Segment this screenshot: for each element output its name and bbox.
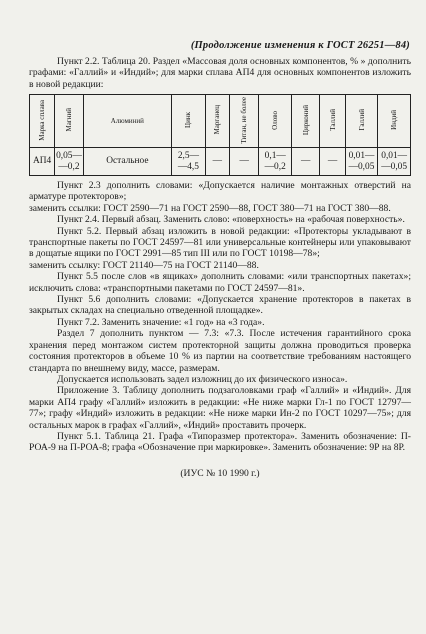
header-cell-thallium: Таллий: [320, 95, 345, 148]
table-header-row: [30, 95, 411, 148]
header-cell-aluminium: Алюминий: [83, 95, 171, 148]
paragraph-5-2: Пункт 5.2. Первый абзац изложить в новой редакции: «Протекторы укладывают в транспортные пакеты по ГОСТ 24597—81 или универсальные контейнеры или упаковывают в дощатые ящики по ГОСТ 2991—85 тип III или по ГОСТ 10198—78»;: [29, 225, 411, 260]
paragraph-gost-21140: заменить ссылку: ГОСТ 21140—75 на ГОСТ 21140—88.: [29, 259, 259, 271]
alloy-composition-table: [29, 94, 411, 176]
paragraph-2-3: Пункт 2.3 дополнить словами: «Допускается наличие монтажных отверстий на арматуре протекторов»;: [29, 180, 411, 203]
table-cell: 0,1— —0,2: [259, 148, 292, 176]
header-cell-titanium: Титан, не более: [229, 95, 258, 148]
paragraph-appendix-3: Приложение 3. Таблицу дополнить подзаголовками граф «Галлий» и «Индий». Для марки АП4 графу «Галлий» изложить в редакции: «Не ниже марки Гл-1 по ГОСТ 12797—77»; графу «Индий» изложить в редакции: «Не ниже марки Ин-2 по ГОСТ 10297—75»; для остальных марок в графах «Галлий», «Индий» проставить прочерк.: [29, 385, 411, 431]
table-cell: —: [320, 148, 345, 176]
ius-reference: (ИУС № 10 1990 г.): [180, 467, 260, 479]
table-cell: —: [229, 148, 258, 176]
paragraph-5-1: Пункт 5.1. Таблица 21. Графа «Типоразмер протектора». Заменить обозначение: П-РОА-9 на П-РОА-8; графа «Обозначение при маркировке». Заменить обозначение: 9Р на 8Р.: [29, 430, 411, 454]
paragraph-7-3: Раздел 7 дополнить пунктом — 7.3: «7.3. После истечения гарантийного срока хранения перед монтажом систем протекторной защиты должна проводиться проверка состояния протекторов в объеме 10 % из партии на соответствие требованиям настоящего стандарта по внешнему виду, массе, размерам.: [29, 328, 411, 374]
table-cell: 2,5— —4,5: [172, 148, 206, 176]
paragraph-7-3-continued: Допускается использовать задел изложниц до их физического износа».: [57, 373, 348, 385]
paragraph-7-2: Пункт 7.2. Заменить значение: «1 год» на «3 года».: [57, 316, 265, 328]
paragraph-2-2: Пункт 2.2. Таблица 20. Раздел «Массовая доля основных компонентов, % » дополнить графами: «Галлий» и «Индий»; для марки сплава АП4 для основных компонентов изложить в новой редакции:: [29, 56, 411, 90]
header-cell-tin: Олово: [259, 95, 292, 148]
table-cell: Остальное: [83, 148, 171, 176]
continuation-header: (Продолжение изменения к ГОСТ 26251—84): [190, 40, 410, 51]
table-cell: 0,01— —0,05: [378, 148, 411, 176]
table-row: [30, 148, 411, 176]
table-cell: АП4: [30, 148, 55, 176]
header-cell-zinc: Цинк: [172, 95, 206, 148]
table-cell: —: [205, 148, 229, 176]
paragraph-5-5: Пункт 5.5 после слов «в ящиках» дополнить словами: «или транспортных пакетах»; исключить слова: «транспортными пакетами по ГОСТ 24597—81».: [29, 271, 411, 294]
table-cell: 0,05— —0,2: [55, 148, 83, 176]
header-cell-gallium: Галлий: [345, 95, 378, 148]
header-cell-magnesium: Магний: [55, 95, 83, 148]
table-cell: 0,01— —0,05: [345, 148, 378, 176]
paragraph-gost-2590: заменить ссылки: ГОСТ 2590—71 на ГОСТ 2590—88, ГОСТ 380—71 на ГОСТ 380—88.: [29, 202, 391, 214]
paragraph-2-4: Пункт 2.4. Первый абзац. Заменить слово: «поверхность» на «рабочая поверхность».: [57, 214, 405, 226]
paragraph-5-6: Пункт 5.6 дополнить словами: «Допускается хранение протекторов в пакетах в закрытых складах на специально отведенной площадке».: [29, 294, 411, 317]
header-cell-alloy-grade: Марка сплава: [30, 95, 55, 148]
table-cell: —: [292, 148, 320, 176]
intro-paragraph: [29, 56, 411, 90]
document-body: [29, 180, 411, 479]
header-cell-indium: Индий: [378, 95, 411, 148]
header-cell-manganese: Марганец: [205, 95, 229, 148]
header-cell-zirconium: Цирконий: [292, 95, 320, 148]
